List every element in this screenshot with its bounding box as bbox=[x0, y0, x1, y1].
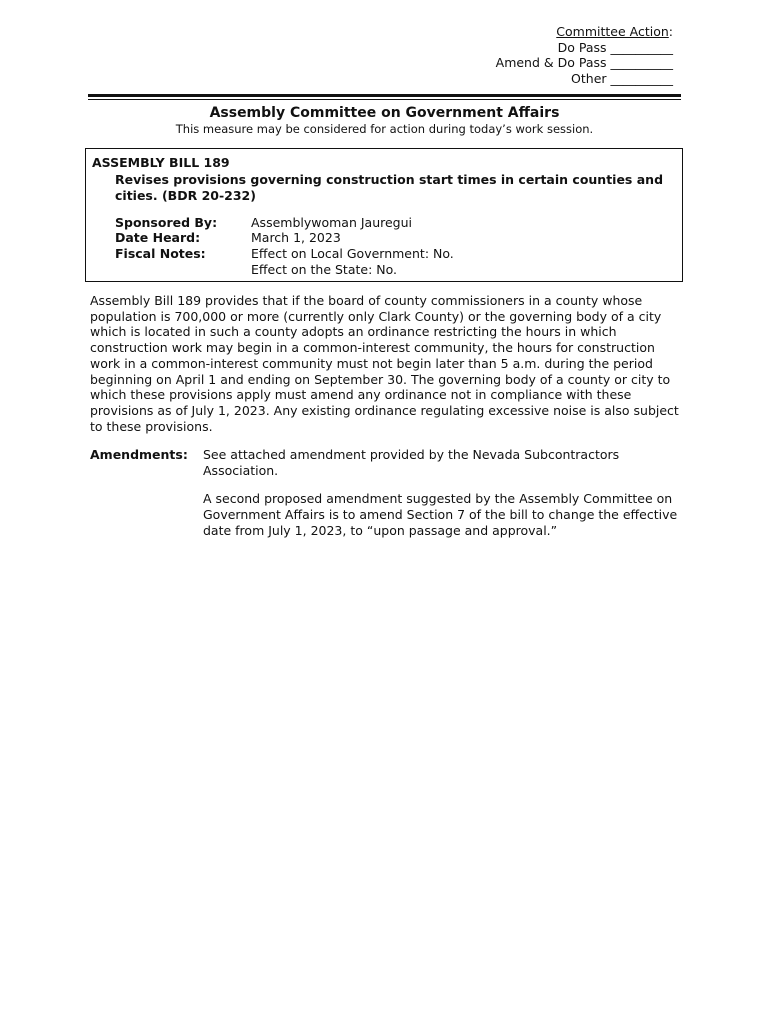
bill-box bbox=[85, 148, 683, 282]
amendments-body bbox=[203, 447, 685, 552]
meta-row-fiscal-state bbox=[115, 262, 676, 278]
bill-description: Revises provisions governing construction start times in certain counties and cities. (BDR 20-232) bbox=[115, 171, 664, 204]
meta-label bbox=[115, 262, 251, 278]
bill-number: ASSEMBLY BILL 189 bbox=[92, 155, 230, 170]
bill-meta bbox=[115, 215, 676, 278]
meta-label: Sponsored By: bbox=[115, 214, 218, 230]
header-divider-thin bbox=[88, 99, 681, 100]
bill-summary: Assembly Bill 189 provides that if the board of county commissioners in a county whose population is 700,000 or more (currently only Clark County) or the governing body of a city which is located in such a county adopts an ordinance restricting the hours in which construction work may begin in a common-interest community, the hours for construction work in a common-interest community must not begin later than 5 a.m. during the period beginning on April 1 and ending on September 30. The governing body of a county or city to which these provisions apply must amend any ordinance not in compliance with these provisions as of July 1, 2023. Any existing ordinance regulating excessive noise is also subject to these provisions. bbox=[90, 293, 679, 434]
header-divider-thick bbox=[88, 94, 681, 97]
meta-label: Date Heard: bbox=[115, 230, 201, 246]
committee-subtitle: This measure may be considered for action during today’s work session. bbox=[175, 122, 594, 136]
meta-value: March 1, 2023 bbox=[251, 230, 341, 246]
action-other: Other __________ bbox=[571, 70, 673, 86]
meta-value: Assemblywoman Jauregui bbox=[251, 214, 413, 230]
amendments-section bbox=[90, 447, 685, 552]
meta-row-fiscal-local bbox=[115, 246, 676, 262]
meta-row-sponsor bbox=[115, 215, 676, 231]
meta-value: Effect on the State: No. bbox=[251, 261, 398, 277]
meta-label: Fiscal Notes: bbox=[115, 246, 206, 262]
meta-row-date bbox=[115, 230, 676, 246]
action-amend-do-pass: Amend & Do Pass __________ bbox=[495, 55, 673, 71]
committee-action-colon: : bbox=[668, 24, 673, 39]
committee-title: Assembly Committee on Government Affairs bbox=[209, 105, 560, 121]
meta-value: Effect on Local Government: No. bbox=[251, 246, 454, 262]
amendment-item: See attached amendment provided by the Nevada Subcontractors Association. bbox=[203, 447, 620, 478]
amendments-label: Amendments: bbox=[90, 447, 188, 462]
committee-action-heading bbox=[496, 24, 673, 40]
amendment-item: A second proposed amendment suggested by the Assembly Committee on Government Affairs is to amend Section 7 of the bill to change the effective date from July 1, 2023, to “upon passage and approval.” bbox=[203, 491, 678, 538]
action-do-pass: Do Pass __________ bbox=[557, 39, 673, 55]
committee-action-block bbox=[496, 24, 673, 86]
committee-action-heading-text: Committee Action bbox=[556, 24, 669, 39]
